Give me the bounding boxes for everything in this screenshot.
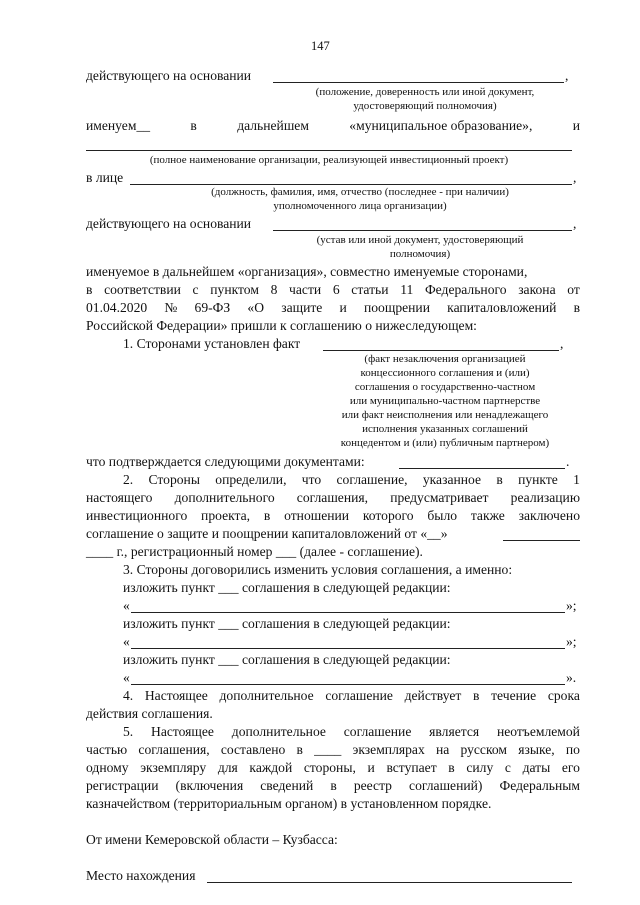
clause5-line-5: казначейством (территориальным органом) в установленном порядке. bbox=[86, 796, 492, 811]
clause1-end-comma: , bbox=[560, 336, 564, 351]
clause1-confirm-end: . bbox=[566, 454, 570, 469]
clause1-hint-3: соглашения о государственно-частном bbox=[354, 381, 536, 393]
word: экземпляру bbox=[140, 760, 207, 775]
word: 8 bbox=[270, 282, 278, 297]
clause2-line-4: соглашение о защите и поощрении капиталовложений от «__» bbox=[86, 526, 448, 541]
word: настоящего bbox=[86, 490, 153, 505]
word: Стороны bbox=[148, 472, 200, 487]
word: соглашений) bbox=[409, 778, 483, 793]
word: одному bbox=[86, 760, 129, 775]
clause3-item-2-open: « bbox=[123, 634, 130, 649]
named-word: «муниципальное образование», bbox=[349, 118, 533, 133]
word: соглашения, bbox=[296, 490, 369, 505]
clause1-label: 1. Сторонами установлен факт bbox=[123, 336, 301, 351]
word: составлено bbox=[220, 742, 286, 757]
word: срока bbox=[547, 688, 580, 703]
on-behalf-heading: От имени Кемеровской области – Кузбасса: bbox=[86, 832, 338, 847]
word: закона bbox=[518, 282, 556, 297]
word: (включения bbox=[175, 778, 244, 793]
word: определили, bbox=[215, 472, 287, 487]
clause3-item-3-line[interactable] bbox=[131, 684, 565, 685]
word: течение bbox=[491, 688, 537, 703]
word: Настоящее bbox=[151, 724, 214, 739]
preamble-line-2 bbox=[86, 282, 580, 298]
word: инвестиционного bbox=[86, 508, 188, 523]
clause4-line-2: действия соглашения. bbox=[86, 706, 213, 721]
word: с bbox=[504, 760, 511, 775]
word: 2. bbox=[123, 472, 134, 487]
word: регистрации bbox=[86, 778, 159, 793]
word: соответствии bbox=[104, 282, 181, 297]
word: его bbox=[561, 760, 580, 775]
location-field-line[interactable] bbox=[207, 882, 572, 883]
clause3-item-3-text: изложить пункт ___ соглашения в следующей редакции: bbox=[123, 652, 451, 667]
org-name-line[interactable] bbox=[86, 150, 572, 151]
word: № bbox=[164, 300, 178, 315]
basis2-hint-2: полномочия) bbox=[389, 248, 451, 260]
clause3-item-1-text: изложить пункт ___ соглашения в следующей редакции: bbox=[123, 580, 451, 595]
clause1-fact-line[interactable] bbox=[323, 350, 559, 351]
word: 4. bbox=[123, 688, 134, 703]
clause1-hint-2: концессионного соглашения и (или) bbox=[360, 367, 530, 379]
word: в bbox=[86, 282, 93, 297]
clause5-line-3 bbox=[86, 760, 580, 776]
word: Федеральным bbox=[499, 778, 580, 793]
word: Федерального bbox=[424, 282, 507, 297]
word: капиталовложений bbox=[447, 300, 557, 315]
basis-hint-1: (положение, доверенность или иной документ, bbox=[315, 86, 535, 98]
clause3-item-3-open: « bbox=[123, 670, 130, 685]
word: в bbox=[496, 472, 503, 487]
clause1-hint-7: концедентом и (или) публичным партнером) bbox=[340, 437, 550, 449]
clause1-hint-6: исполнения указанных соглашений bbox=[362, 423, 528, 435]
clause2-date-line[interactable] bbox=[503, 540, 580, 541]
clause3-item-2-line[interactable] bbox=[131, 648, 565, 649]
basis2-field-line[interactable] bbox=[273, 230, 572, 231]
clause1-documents-line[interactable] bbox=[399, 468, 565, 469]
person-field-line[interactable] bbox=[130, 184, 572, 185]
word: неотъемлемой bbox=[496, 724, 580, 739]
clause1-hint-4: или муниципально-частном партнерстве bbox=[349, 395, 541, 407]
word: Настоящее bbox=[144, 688, 208, 703]
location-label: Место нахождения bbox=[86, 868, 196, 883]
word: для bbox=[217, 760, 238, 775]
word: было bbox=[427, 508, 458, 523]
word: отношении bbox=[284, 508, 350, 523]
person-label: в лице bbox=[86, 170, 124, 185]
word: 5. bbox=[123, 724, 134, 739]
clause3-item-1-open: « bbox=[123, 598, 130, 613]
word: соглашение bbox=[343, 724, 412, 739]
clause2-line-2 bbox=[86, 490, 580, 506]
word: реестр bbox=[353, 778, 392, 793]
word: частью bbox=[86, 742, 128, 757]
word: по bbox=[565, 742, 580, 757]
word: проекта, bbox=[201, 508, 251, 523]
word: пункте bbox=[518, 472, 558, 487]
word: которого bbox=[362, 508, 414, 523]
word: в bbox=[296, 742, 303, 757]
clause5-line-1 bbox=[123, 724, 580, 740]
named-word: и bbox=[572, 118, 580, 133]
word: 1 bbox=[573, 472, 580, 487]
word: является bbox=[429, 724, 480, 739]
preamble-line-4: Российской Федерации» пришли к соглашению о нижеследующем: bbox=[86, 318, 477, 333]
preamble-line-3 bbox=[86, 300, 580, 316]
word: реализацию bbox=[510, 490, 580, 505]
word: соглашение bbox=[325, 688, 393, 703]
basis-label: действующего на основании bbox=[86, 68, 252, 83]
basis2-end-comma: , bbox=[573, 216, 577, 231]
basis2-hint-1: (устав или иной документ, удостоверяющий bbox=[316, 234, 524, 246]
word: соглашения, bbox=[138, 742, 210, 757]
clause2-line-3 bbox=[86, 508, 580, 524]
word: 01.04.2020 bbox=[86, 300, 148, 315]
word: части bbox=[289, 282, 322, 297]
clause5-line-4 bbox=[86, 778, 580, 794]
word: в bbox=[263, 508, 271, 523]
word: 11 bbox=[400, 282, 414, 297]
basis-hint-2: удостоверяющий полномочия) bbox=[353, 100, 497, 112]
word: с bbox=[192, 282, 199, 297]
named-row bbox=[86, 118, 580, 134]
word: 69-ФЗ bbox=[194, 300, 231, 315]
word: на bbox=[435, 742, 450, 757]
word: в bbox=[573, 300, 580, 315]
person-hint-2: уполномоченного лица организации) bbox=[273, 200, 447, 212]
basis2-label: действующего на основании bbox=[86, 216, 252, 231]
named-word: именуем__ bbox=[86, 118, 151, 133]
clause1-hint-1: (факт незаключения организацией bbox=[364, 353, 526, 365]
clause3-intro: 3. Стороны договорились изменить условия соглашения, а именно: bbox=[123, 562, 513, 577]
word: дополнительное bbox=[219, 688, 314, 703]
clause3-item-3-close: ». bbox=[566, 670, 577, 685]
word: вступает bbox=[386, 760, 437, 775]
word: каждой bbox=[249, 760, 293, 775]
word: силу bbox=[466, 760, 494, 775]
word: пунктом bbox=[210, 282, 259, 297]
clause4-line-1 bbox=[123, 688, 580, 704]
word: что bbox=[301, 472, 322, 487]
clause1-confirm-label: что подтверждается следующими документами: bbox=[86, 454, 365, 469]
person-end-comma: , bbox=[573, 170, 577, 185]
word: в bbox=[473, 688, 480, 703]
word: 6 bbox=[332, 282, 340, 297]
clause2-line-5: ____ г., регистрационный номер ___ (далее - соглашение). bbox=[86, 544, 423, 559]
word: экземплярах bbox=[352, 742, 425, 757]
clause3-item-1-close: »; bbox=[566, 598, 577, 613]
word: также bbox=[470, 508, 505, 523]
clause1-hint-5: или факт неисполнения или ненадлежащего bbox=[341, 409, 549, 421]
word: соглашение, bbox=[336, 472, 408, 487]
word: указанное bbox=[422, 472, 482, 487]
word: даты bbox=[522, 760, 551, 775]
word: «О bbox=[247, 300, 265, 315]
preamble-line-1: именуемое в дальнейшем «организация», совместно именуемые сторонами, bbox=[86, 264, 528, 279]
word: стороны, bbox=[303, 760, 356, 775]
named-word: в bbox=[190, 118, 197, 133]
clause3-item-1-line[interactable] bbox=[131, 612, 565, 613]
word: и bbox=[367, 760, 375, 775]
word: дополнительного bbox=[174, 490, 275, 505]
word: предусматривает bbox=[390, 490, 489, 505]
word: защите bbox=[281, 300, 323, 315]
word: языке, bbox=[518, 742, 555, 757]
basis-field-line[interactable] bbox=[273, 82, 564, 83]
word: от bbox=[567, 282, 580, 297]
clause2-line-1 bbox=[123, 472, 580, 488]
clause5-line-2 bbox=[86, 742, 580, 758]
word: действует bbox=[404, 688, 462, 703]
person-hint-1: (должность, фамилия, имя, отчество (последнее - при наличии) bbox=[211, 186, 509, 198]
basis-end-comma: , bbox=[565, 68, 569, 83]
word: ____ bbox=[314, 742, 342, 757]
word: заключено bbox=[518, 508, 580, 523]
word: сведений bbox=[260, 778, 314, 793]
clause3-item-2-close: »; bbox=[566, 634, 577, 649]
named-word: дальнейшем bbox=[237, 118, 309, 133]
org-hint: (полное наименование организации, реализующей инвестиционный проект) bbox=[149, 154, 509, 166]
word: в bbox=[448, 760, 455, 775]
page-number: 147 bbox=[311, 39, 330, 53]
clause3-item-2-text: изложить пункт ___ соглашения в следующей редакции: bbox=[123, 616, 451, 631]
word: статьи bbox=[351, 282, 389, 297]
word: в bbox=[330, 778, 337, 793]
word: и bbox=[339, 300, 347, 315]
word: поощрении bbox=[363, 300, 430, 315]
word: русском bbox=[460, 742, 508, 757]
word: дополнительное bbox=[231, 724, 326, 739]
